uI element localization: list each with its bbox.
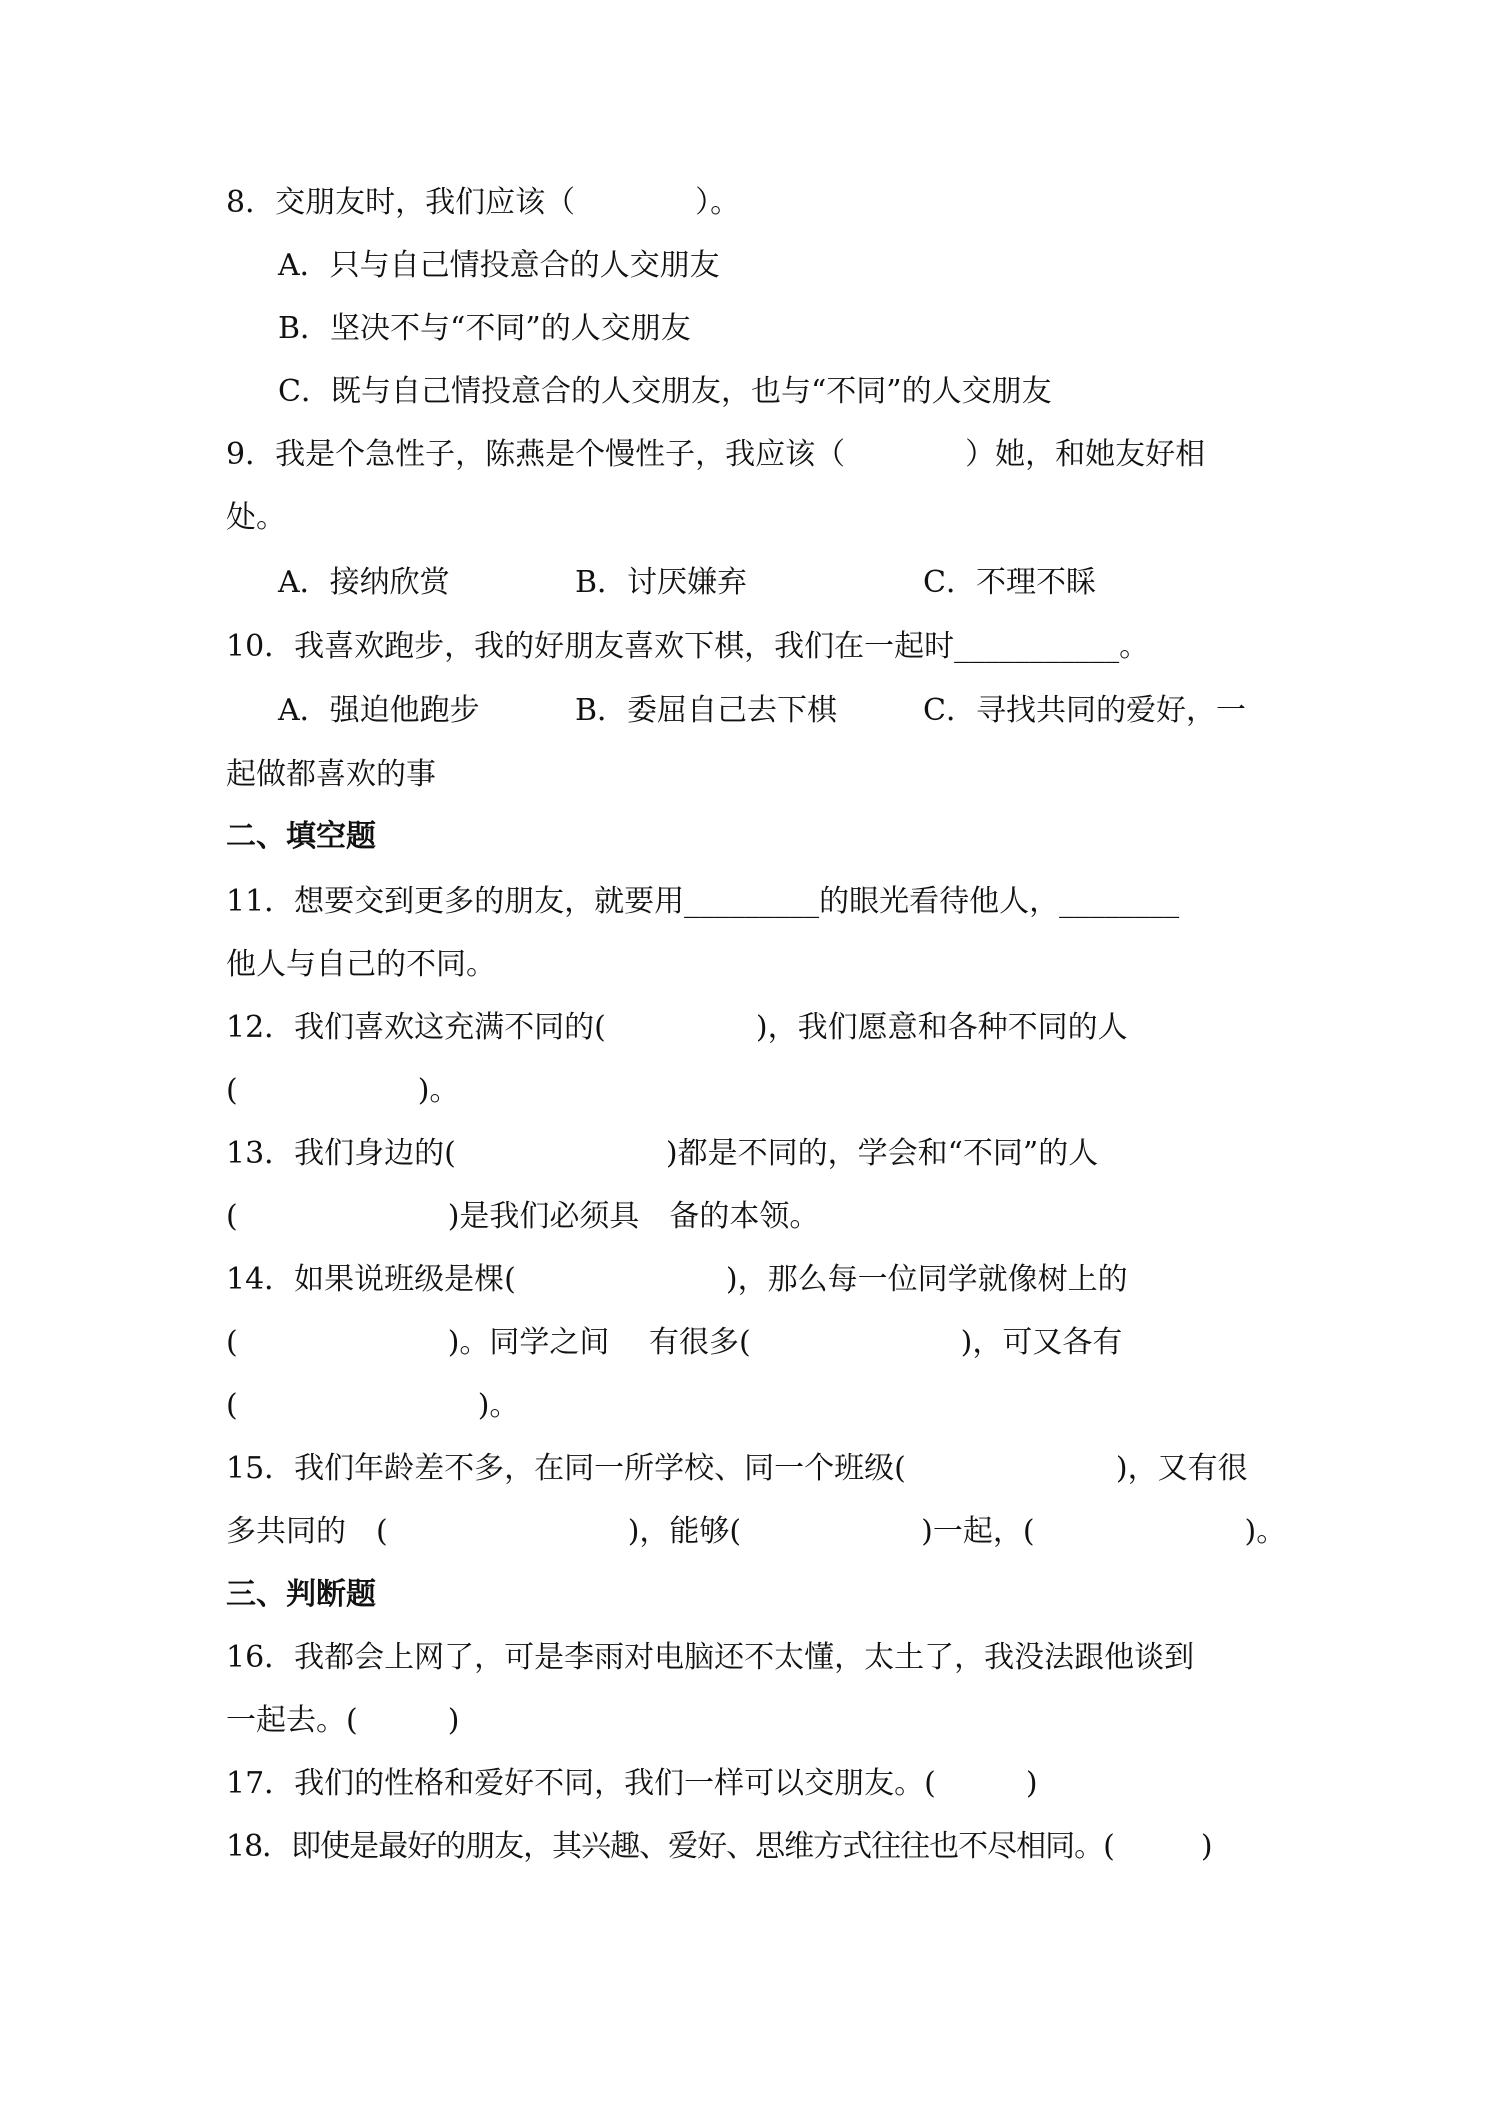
q8-option-c: C．既与自己情投意合的人交朋友，也与“不同”的人交朋友: [278, 374, 1052, 409]
section2-title: 二、填空题: [226, 819, 376, 854]
section3-title: 三、判断题: [226, 1577, 376, 1612]
q12-line2: ( )。: [226, 1073, 460, 1108]
q8-option-a: A．只与自己情投意合的人交朋友: [278, 248, 720, 283]
q17: 17．我们的性格和爱好不同，我们一样可以交朋友。( ): [226, 1766, 1038, 1801]
q8-option-b: B．坚决不与“不同”的人交朋友: [278, 311, 691, 346]
q9-option-a: A．接纳欣赏: [278, 565, 450, 600]
q11-line1: 11．想要交到更多的朋友，就要用_________的眼光看待他人，________: [226, 884, 1180, 919]
q9-stem: 9．我是个急性子，陈燕是个慢性子，我应该（ ）她，和她友好相: [226, 437, 1206, 472]
q10-option-c-cont: 起做都喜欢的事: [226, 757, 436, 792]
q15-line2: 多共同的 ( )，能够( )一起，( )。: [226, 1514, 1287, 1549]
q18: 18．即使是最好的朋友，其兴趣、爱好、思维方式往往也不尽相同。( ): [226, 1829, 1212, 1864]
q12-line1: 12．我们喜欢这充满不同的( )，我们愿意和各种不同的人: [226, 1010, 1128, 1045]
q11-line2: 他人与自己的不同。: [226, 947, 496, 982]
q15-line1: 15．我们年龄差不多，在同一所学校、同一个班级( )，又有很: [226, 1451, 1248, 1486]
q16-line1: 16．我都会上网了，可是李雨对电脑还不太懂，太土了，我没法跟他谈到: [226, 1640, 1195, 1675]
q10-option-c: C．寻找共同的爱好，一: [923, 693, 1246, 728]
q13-line2: ( )是我们必须具 备的本领。: [226, 1199, 820, 1234]
q10-option-b: B．委屈自己去下棋: [575, 693, 838, 728]
q8-stem: 8．交朋友时，我们应该（ ）。: [226, 185, 741, 220]
q9-option-b: B．讨厌嫌弃: [575, 565, 748, 600]
q16-line2: 一起去。( ): [226, 1703, 460, 1738]
q10-stem: 10．我喜欢跑步，我的好朋友喜欢下棋，我们在一起时___________。: [226, 629, 1150, 664]
q13-line1: 13．我们身边的( )都是不同的，学会和“不同”的人: [226, 1136, 1099, 1171]
q14-line3: ( )。: [226, 1388, 520, 1423]
q14-line1: 14．如果说班级是棵( )，那么每一位同学就像树上的: [226, 1262, 1128, 1297]
q14-line2: ( )。同学之间 有很多( )，可又各有: [226, 1325, 1123, 1360]
q9-stem-cont: 处。: [226, 500, 286, 535]
q10-option-a: A．强迫他跑步: [278, 693, 480, 728]
q9-option-c: C．不理不睬: [923, 565, 1096, 600]
